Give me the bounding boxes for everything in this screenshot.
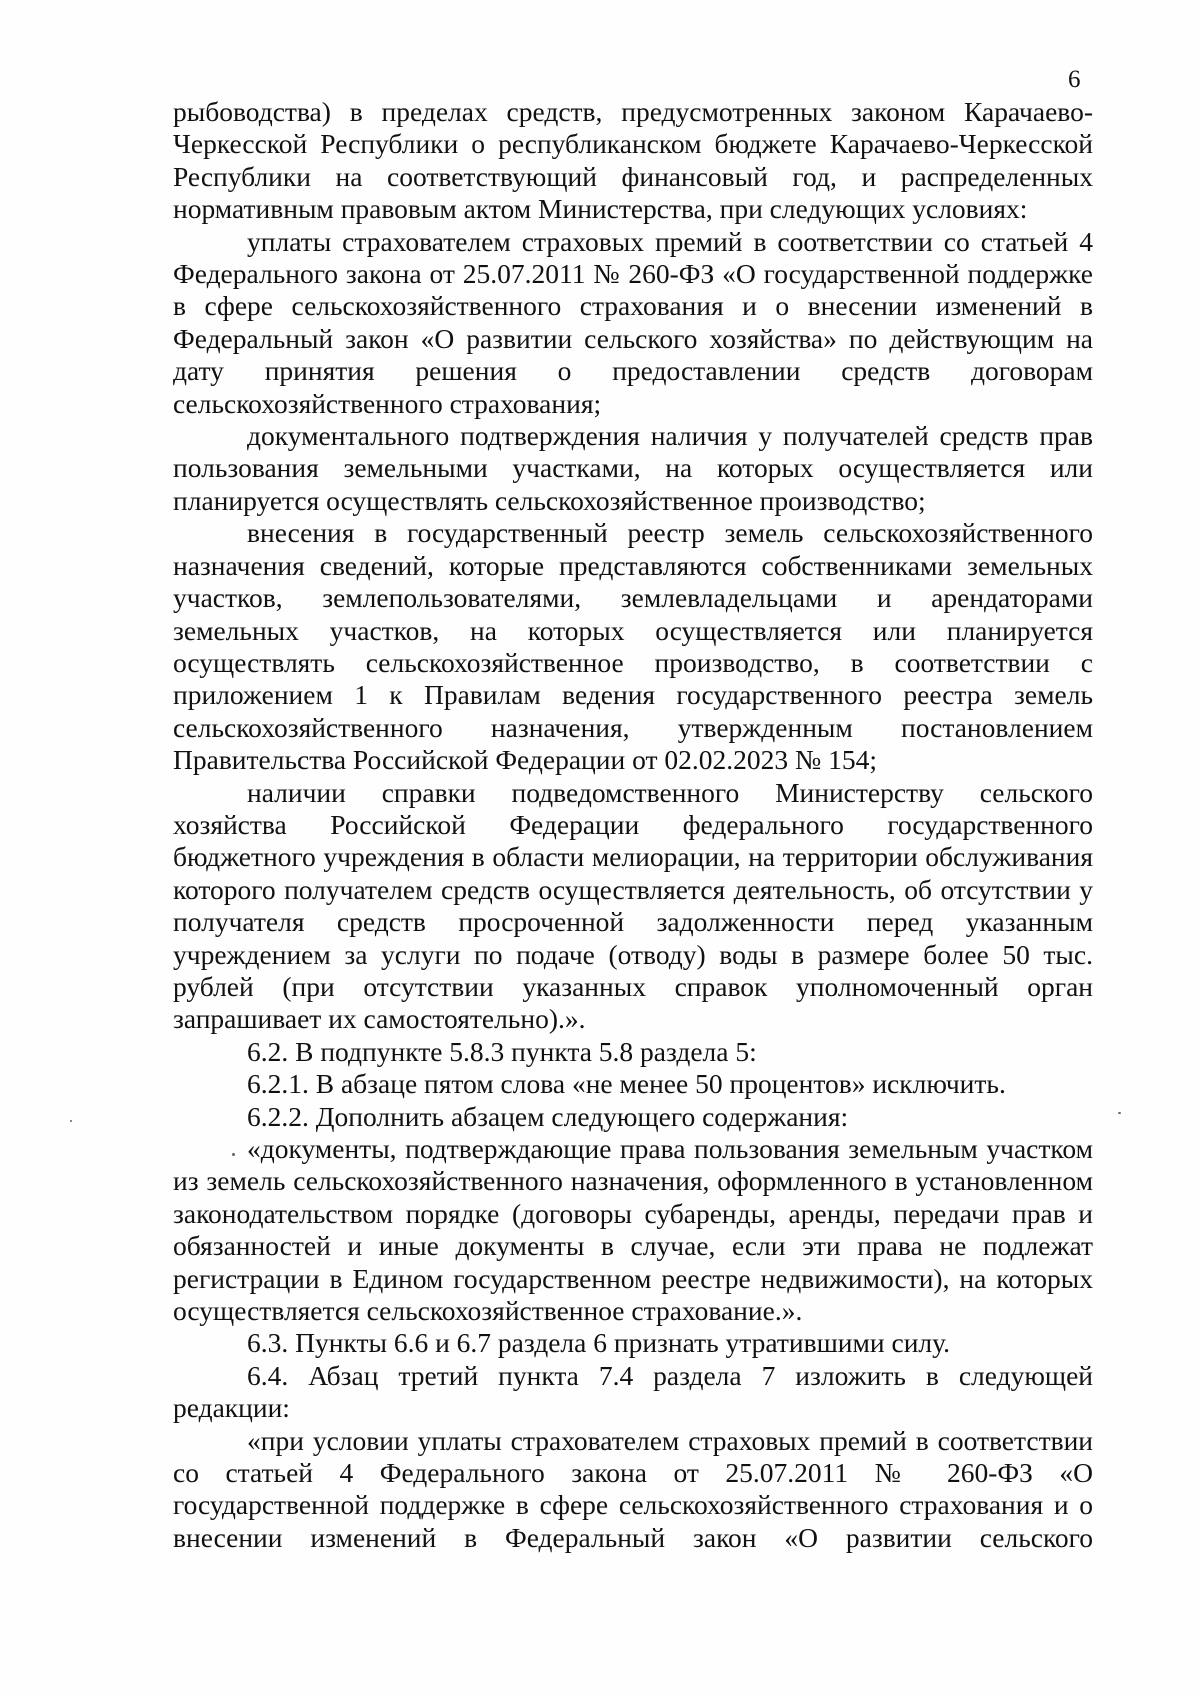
scan-speck [70, 1120, 72, 1122]
paragraph-condition-insurance: уплаты страхователем страховых премий в соответствии со статьей 4 Федерального закона от 25.07.2011 № 260-ФЗ «О государственной поддержке в сфере сельскохозяйственного страхования и о внесении изменений в Федеральный закон «О развитии сельского хозяйства» по действующим на дату принятия решения о предоставлении средств договорам сельскохозяйственного страхования; [173, 225, 1093, 419]
paragraph-6-3: 6.3. Пункты 6.6 и 6.7 раздела 6 признать утратившими силу. [247, 1327, 951, 1359]
scan-speck [1118, 1112, 1121, 1114]
paragraph-6-4: 6.4. Абзац третий пункта 7.4 раздела 7 изложить в следующей редакции: [173, 1359, 1093, 1424]
paragraph-condition-land-rights: документального подтверждения наличия у получателей средств прав пользования земельными участками, на которых осуществляется или планируется осуществлять сельскохозяйственное производство; [173, 420, 1093, 516]
paragraph-continuation: рыбоводства) в пределах средств, предусмотренных законом Карачаево-Черкесской Республики о республиканском бюджете Карачаево-Черкесской Республики на соответствующий финансовый год, и распределенных нормативным правовым актом Министерства, при следующих условиях: [173, 96, 1093, 225]
paragraph-6-2-2: 6.2.2. Дополнить абзацем следующего содержания: [247, 1100, 849, 1132]
scan-speck [232, 1153, 235, 1156]
paragraph-condition-certificate: наличии справки подведомственного Министерству сельского хозяйства Российской Федерации федерального государственного бюджетного учреждения в области мелиорации, на территории обслуживания которого получателем средств осуществляется деятельность, об отсутствии у получателя средств просроченной задолженности перед указанным учреждением за услуги по подаче (отводу) воды в размере более 50 тыс. рублей (при отсутствии указанных справок уполномоченный орган запрашивает их самостоятельно).». [173, 776, 1093, 1035]
page-number: 6 [1068, 66, 1081, 93]
document-body [173, 96, 1093, 1554]
paragraph-6-2-1: 6.2.1. В абзаце пятом слова «не менее 50 процентов» исключить. [247, 1068, 1006, 1100]
paragraph-condition-registry: внесения в государственный реестр земель сельскохозяйственного назначения сведений, которые представляются собственниками земельных участков, землепользователями, землевладельцами и арендаторами земельных участков, на которых осуществляется или планируется осуществлять сельскохозяйственное производство, в соответствии с приложением 1 к Правилам ведения государственного реестра земель сельскохозяйственного назначения, утвержденным постановлением Правительства Российской Федерации от 02.02.2023 № 154; [173, 517, 1093, 776]
paragraph-quoted-condition: «при условии уплаты страхователем страховых премий в соответствии со статьей 4 Федерального закона от 25.07.2011 № 260-ФЗ «О государственной поддержке в сфере сельскохозяйственного страхования и о внесении изменений в Федеральный закон «О развитии сельского [173, 1424, 1093, 1553]
paragraph-6-2: 6.2. В подпункте 5.8.3 пункта 5.8 раздела 5: [247, 1035, 757, 1067]
paragraph-quoted-documents: «документы, подтверждающие права пользования земельным участком из земель сельскохозяйственного назначения, оформленного в установленном законодательством порядке (договоры субаренды, аренды, передачи прав и обязанностей и иные документы в случае, если эти права не подлежат регистрации в Едином государственном реестре недвижимости), на которых осуществляется сельскохозяйственное страхование.». [173, 1133, 1093, 1327]
